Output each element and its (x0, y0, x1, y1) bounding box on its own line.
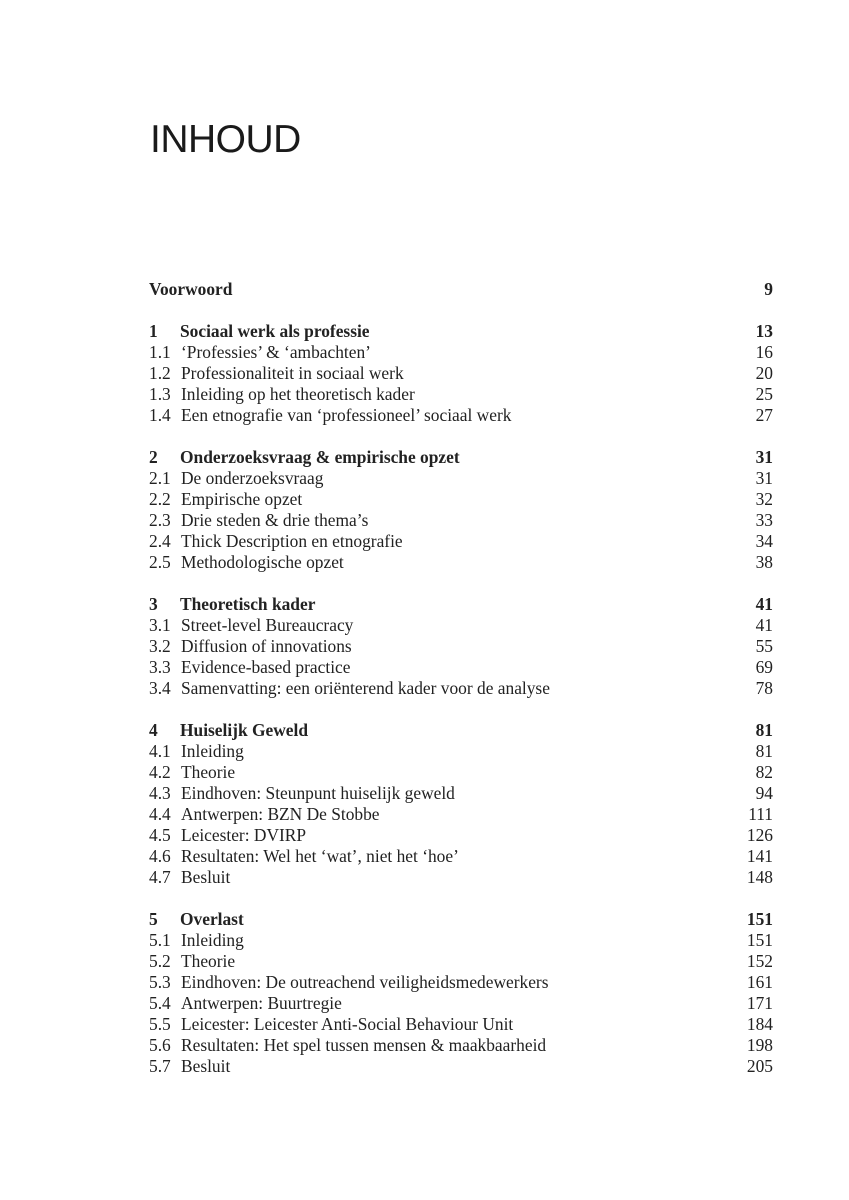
section-number: 5.3 (149, 972, 171, 992)
chapter-page: 31 (755, 447, 773, 467)
section-entry (149, 468, 773, 489)
section-page: 111 (748, 804, 773, 824)
section-page: 141 (746, 846, 773, 866)
section-page: 81 (755, 741, 773, 761)
section-title: Evidence-based practice (181, 657, 351, 677)
chapter-title: Sociaal werk als professie (180, 321, 370, 341)
section-page: 25 (755, 384, 773, 404)
section-number: 2.3 (149, 510, 171, 530)
chapter-title: Huiselijk Geweld (180, 720, 309, 740)
section-title: De onderzoeksvraag (181, 468, 324, 488)
chapter-title: Theoretisch kader (180, 594, 316, 614)
toc-entry-title: Voorwoord (149, 279, 233, 299)
section-page: 34 (755, 531, 773, 551)
section-page: 161 (746, 972, 773, 992)
section-title: Inleiding (181, 741, 244, 761)
section-number: 2.1 (149, 468, 171, 488)
section-number: 3.3 (149, 657, 171, 677)
section-entry (149, 489, 773, 510)
chapter-number: 1 (149, 321, 158, 341)
section-page: 152 (746, 951, 773, 971)
section-page: 94 (755, 783, 773, 803)
section-page: 32 (755, 489, 773, 509)
section-page: 20 (755, 363, 773, 383)
section-number: 1.2 (149, 363, 171, 383)
section-number: 5.1 (149, 930, 171, 950)
section-title: Methodologische opzet (181, 552, 344, 572)
section-page: 31 (755, 468, 773, 488)
section-title: Thick Description en etnografie (181, 531, 403, 551)
section-number: 3.4 (149, 678, 171, 698)
section-entry (149, 678, 773, 699)
section-title: Eindhoven: Steunpunt huiselijk geweld (181, 783, 455, 803)
section-number: 1.3 (149, 384, 171, 404)
section-page: 16 (755, 342, 773, 362)
section-entry (149, 804, 773, 825)
section-entry (149, 405, 773, 426)
table-of-contents (149, 279, 773, 1077)
section-page: 78 (755, 678, 773, 698)
section-page: 82 (755, 762, 773, 782)
section-number: 2.5 (149, 552, 171, 572)
chapter-title: Overlast (180, 909, 244, 929)
section-page: 27 (755, 405, 773, 425)
chapter-number: 4 (149, 720, 158, 740)
section-number: 5.6 (149, 1035, 171, 1055)
chapter-heading (149, 594, 773, 615)
section-number: 4.1 (149, 741, 171, 761)
section-page: 171 (746, 993, 773, 1013)
section-title: Antwerpen: Buurtregie (181, 993, 342, 1013)
section-title: Besluit (181, 867, 231, 887)
section-number: 3.2 (149, 636, 171, 656)
section-entry (149, 762, 773, 783)
toc-entry-foreword (149, 279, 773, 300)
section-title: ‘Professies’ & ‘ambachten’ (181, 342, 371, 362)
section-number: 4.5 (149, 825, 171, 845)
section-title: Samenvatting: een oriënterend kader voor de analyse (181, 678, 550, 698)
section-entry (149, 825, 773, 846)
section-entry (149, 552, 773, 573)
section-number: 4.7 (149, 867, 171, 887)
section-entry (149, 1035, 773, 1056)
section-entry (149, 783, 773, 804)
section-page: 205 (746, 1056, 773, 1076)
section-title: Eindhoven: De outreachend veiligheidsmedewerkers (181, 972, 549, 992)
section-number: 5.7 (149, 1056, 171, 1076)
section-title: Resultaten: Het spel tussen mensen & maakbaarheid (181, 1035, 547, 1055)
section-title: Resultaten: Wel het ‘wat’, niet het ‘hoe’ (181, 846, 459, 866)
chapter-title: Onderzoeksvraag & empirische opzet (180, 447, 460, 467)
page-title: INHOUD (150, 118, 301, 161)
section-entry (149, 342, 773, 363)
section-title: Theorie (181, 951, 236, 971)
section-number: 4.3 (149, 783, 171, 803)
section-title: Professionaliteit in sociaal werk (181, 363, 404, 383)
section-number: 5.2 (149, 951, 171, 971)
section-entry (149, 930, 773, 951)
section-title: Leicester: DVIRP (181, 825, 307, 845)
section-title: Street-level Bureaucracy (181, 615, 354, 635)
chapter-heading (149, 321, 773, 342)
section-title: Antwerpen: BZN De Stobbe (181, 804, 380, 824)
section-title: Theorie (181, 762, 236, 782)
section-entry (149, 951, 773, 972)
chapter-number: 2 (149, 447, 158, 467)
section-number: 2.2 (149, 489, 171, 509)
section-entry (149, 741, 773, 762)
section-number: 4.2 (149, 762, 171, 782)
section-title: Besluit (181, 1056, 231, 1076)
toc-entry-page: 9 (764, 279, 773, 299)
section-page: 198 (746, 1035, 773, 1055)
chapter-number: 3 (149, 594, 158, 614)
chapter-page: 81 (755, 720, 773, 740)
section-page: 69 (755, 657, 773, 677)
section-entry (149, 531, 773, 552)
chapter-heading (149, 447, 773, 468)
section-number: 3.1 (149, 615, 171, 635)
section-page: 55 (755, 636, 773, 656)
section-title: Diffusion of innovations (181, 636, 352, 656)
section-entry (149, 972, 773, 993)
section-page: 38 (755, 552, 773, 572)
section-entry (149, 657, 773, 678)
chapter-page: 151 (746, 909, 773, 929)
section-entry (149, 384, 773, 405)
section-number: 2.4 (149, 531, 171, 551)
section-page: 41 (755, 615, 773, 635)
section-entry (149, 867, 773, 888)
section-title: Inleiding (181, 930, 244, 950)
section-entry (149, 1014, 773, 1035)
chapter-heading (149, 909, 773, 930)
section-title: Drie steden & drie thema’s (181, 510, 369, 530)
section-page: 126 (746, 825, 773, 845)
chapter-page: 41 (755, 594, 773, 614)
section-entry (149, 846, 773, 867)
chapter-heading (149, 720, 773, 741)
section-page: 184 (746, 1014, 773, 1034)
section-number: 1.4 (149, 405, 171, 425)
section-entry (149, 510, 773, 531)
section-number: 5.4 (149, 993, 171, 1013)
section-title: Inleiding op het theoretisch kader (181, 384, 415, 404)
section-title: Empirische opzet (181, 489, 303, 509)
section-number: 4.4 (149, 804, 171, 824)
section-title: Een etnografie van ‘professioneel’ sociaal werk (181, 405, 512, 425)
section-number: 4.6 (149, 846, 171, 866)
section-title: Leicester: Leicester Anti-Social Behaviour Unit (181, 1014, 514, 1034)
section-page: 151 (746, 930, 773, 950)
section-entry (149, 615, 773, 636)
chapter-number: 5 (149, 909, 158, 929)
section-entry (149, 1056, 773, 1077)
section-entry (149, 363, 773, 384)
section-number: 1.1 (149, 342, 171, 362)
section-entry (149, 993, 773, 1014)
section-page: 33 (755, 510, 773, 530)
section-entry (149, 636, 773, 657)
section-number: 5.5 (149, 1014, 171, 1034)
section-page: 148 (746, 867, 773, 887)
chapter-page: 13 (755, 321, 773, 341)
